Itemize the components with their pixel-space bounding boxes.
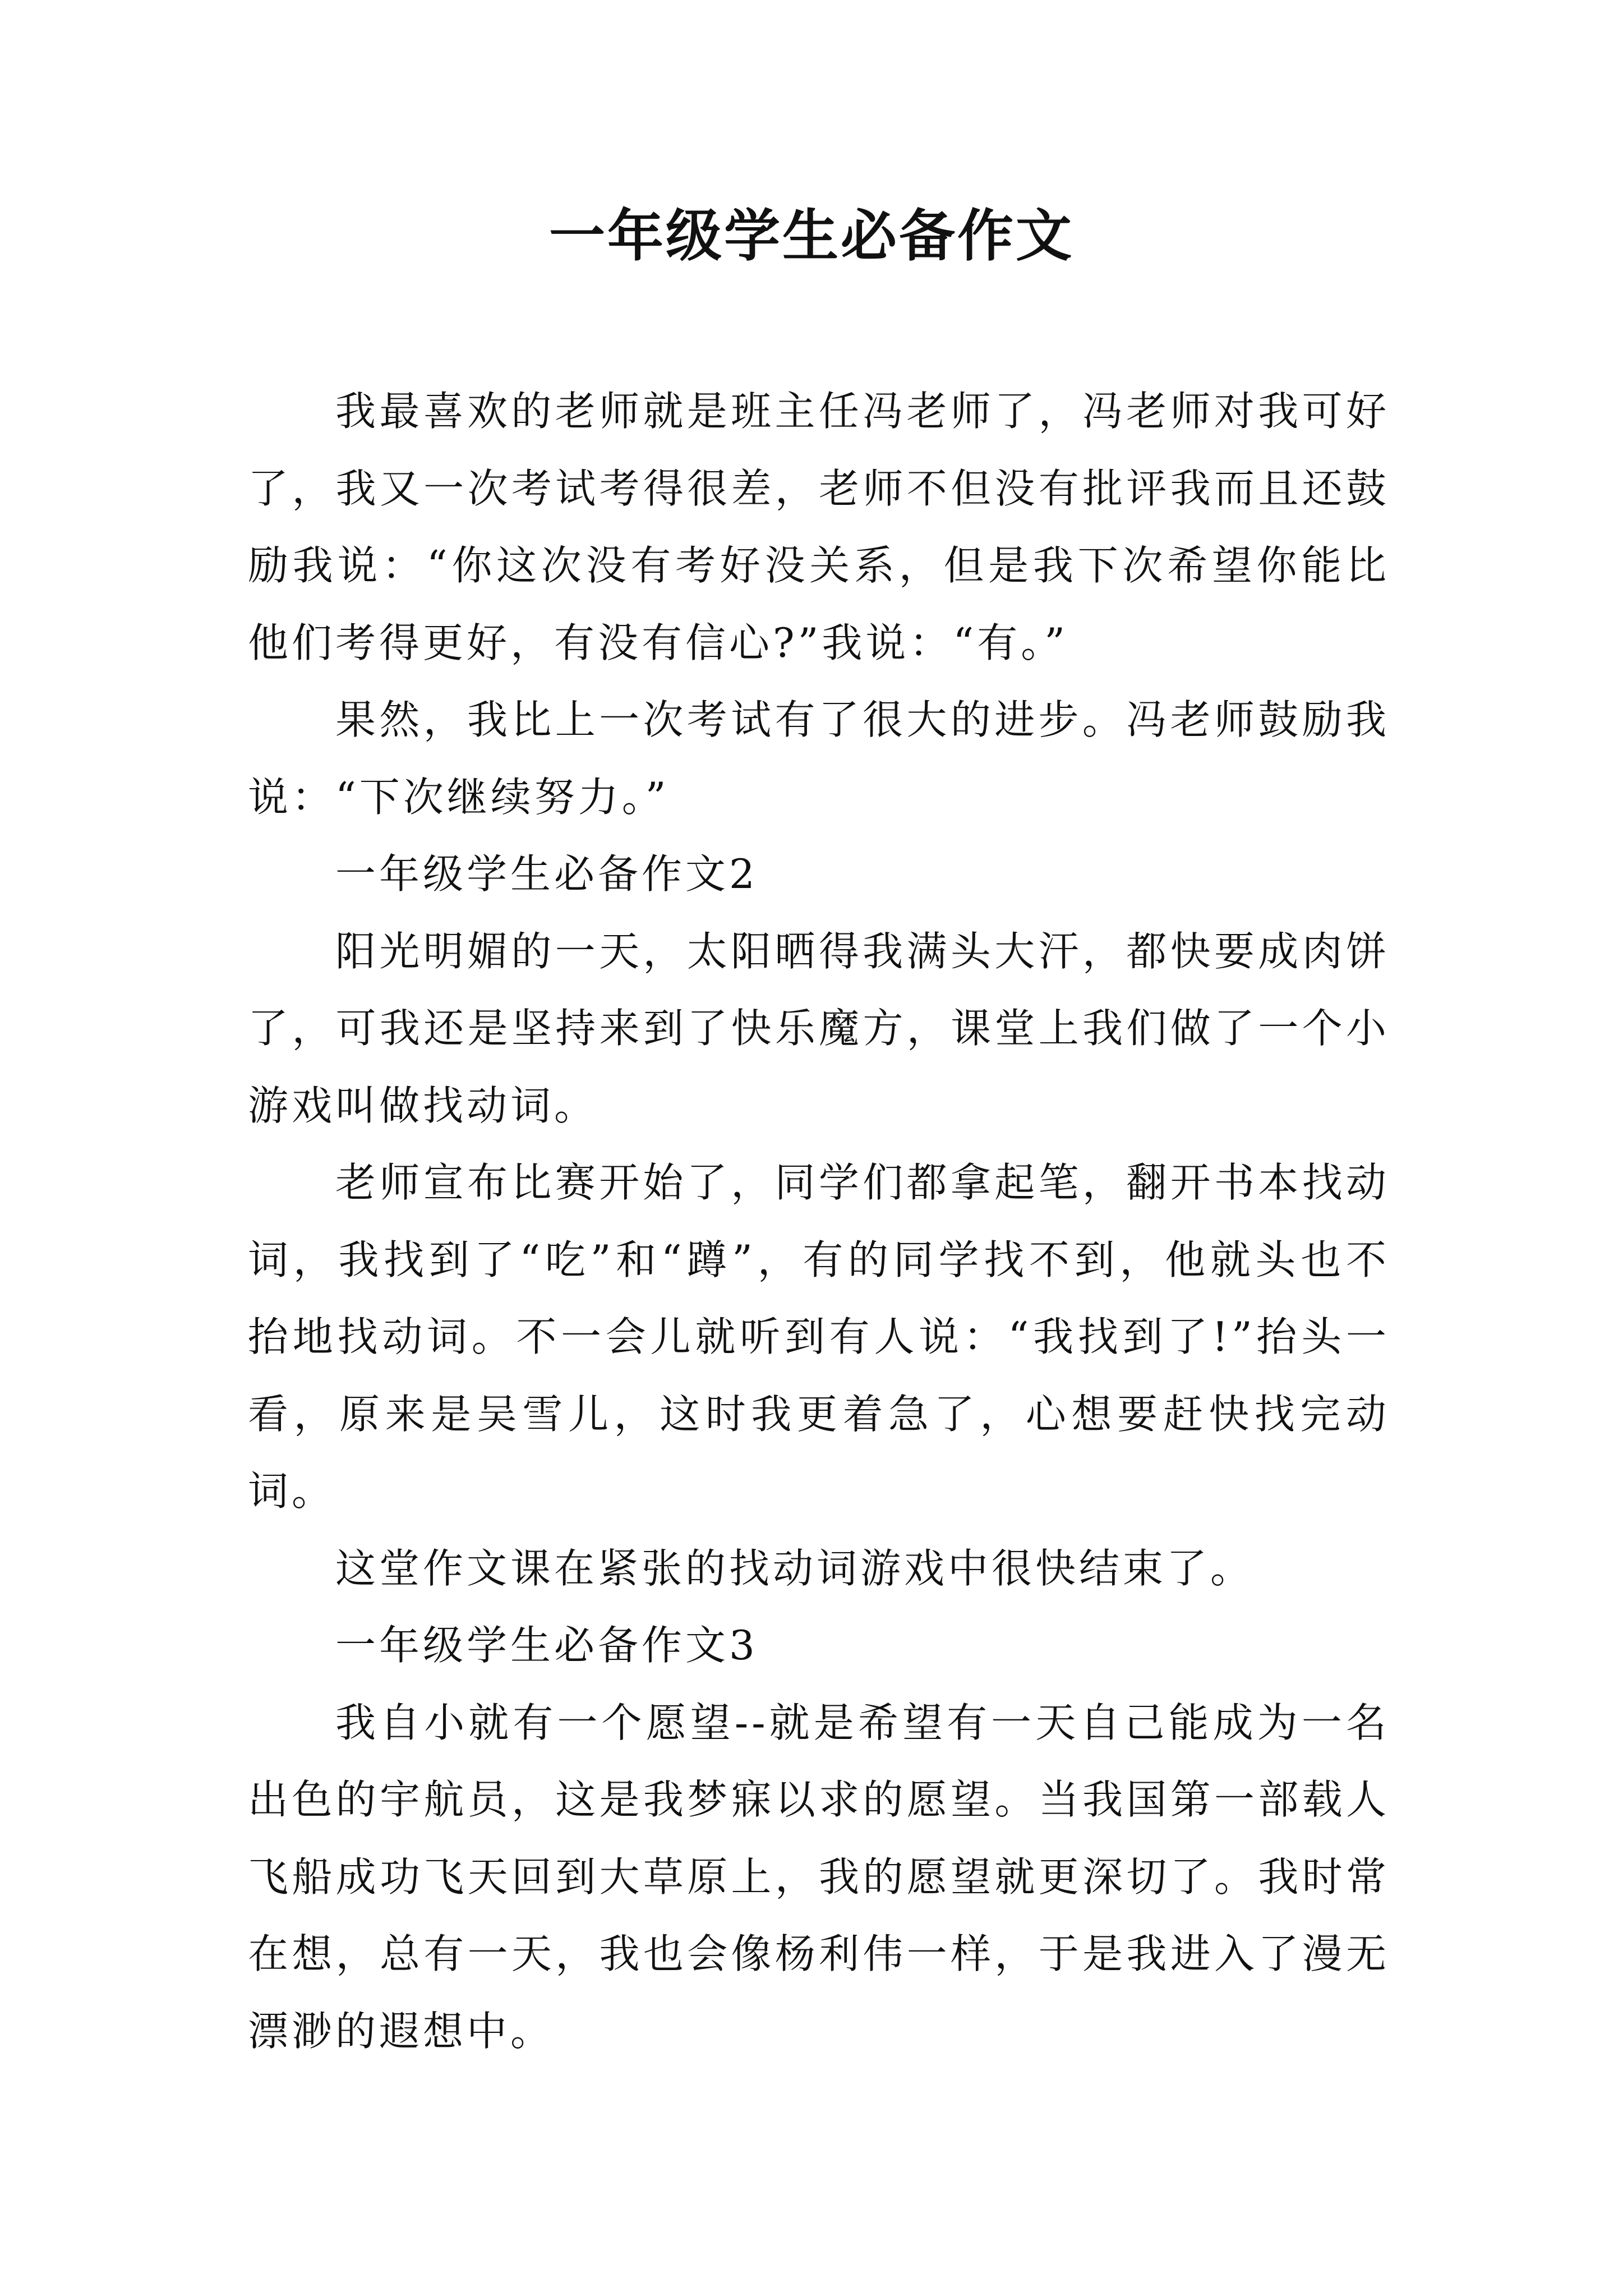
document-body [248, 373, 1390, 2070]
paragraph: 我最喜欢的老师就是班主任冯老师了，冯老师对我可好了，我又一次考试考得很差，老师不但没有批评我而且还鼓励我说：“你这次没有考好没关系，但是我下次希望你能比他们考得更好，有没有信心?”我说：“有。” [248, 388, 1390, 666]
section-heading: 一年级学生必备作文3 [335, 1622, 758, 1669]
paragraph: 阳光明媚的一天，太阳晒得我满头大汗，都快要成肉饼了，可我还是坚持来到了快乐魔方，课堂上我们做了一个小游戏叫做找动词。 [248, 927, 1390, 1129]
section-heading: 一年级学生必备作文2 [335, 850, 758, 898]
paragraph: 果然，我比上一次考试有了很大的进步。冯老师鼓励我说：“下次继续努力。” [248, 696, 1390, 821]
paragraph: 老师宣布比赛开始了，同学们都拿起笔，翻开书本找动词，我找到了“吃”和“蹲”，有的同学找不到，他就头也不抬地找动词。不一会儿就听到有人说：“我找到了!”抬头一看，原来是吴雪儿，这时我更着急了，心想要赶快找完动词。 [248, 1159, 1390, 1515]
paragraph: 我自小就有一个愿望--就是希望有一天自己能成为一名出色的宇航员，这是我梦寐以求的愿望。当我国第一部载人飞船成功飞天回到大草原上，我的愿望就更深切了。我时常在想，总有一天，我也会像杨利伟一样，于是我进入了漫无漂渺的遐想中。 [248, 1699, 1390, 2055]
paragraph: 这堂作文课在紧张的找动词游戏中很快结束了。 [335, 1544, 1255, 1592]
document-title: 一年级学生必备作文 [549, 203, 1074, 269]
